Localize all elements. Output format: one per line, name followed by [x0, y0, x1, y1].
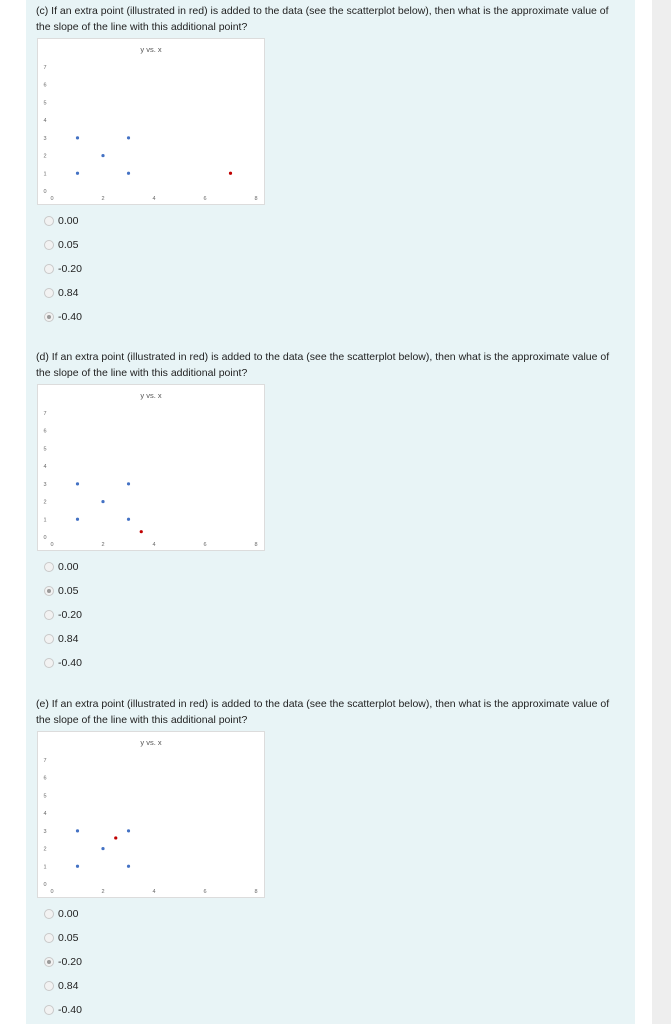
- scatterplot-e-svg: [38, 732, 264, 897]
- radio-icon[interactable]: [44, 240, 54, 250]
- options-e: [44, 902, 244, 1022]
- radio-icon[interactable]: [44, 610, 54, 620]
- options-c: [44, 209, 244, 329]
- scatterplot-d-svg: [38, 385, 264, 550]
- question-c-text: (c) If an extra point (illustrated in red) is added to the data (see the scatterplot below), then what is the approximate value of the slope of the line with this additional point?: [36, 5, 609, 33]
- option-label: 0.00: [58, 561, 79, 573]
- scatterplot-c: [37, 38, 265, 205]
- option-label: 0.05: [58, 585, 79, 597]
- option-d-1[interactable]: [44, 579, 244, 603]
- data-point: [76, 865, 79, 868]
- option-label: -0.20: [58, 609, 82, 621]
- option-e-4[interactable]: [44, 998, 244, 1022]
- option-c-0[interactable]: [44, 209, 244, 233]
- chart-title: y vs. x: [140, 45, 162, 54]
- option-label: 0.84: [58, 633, 79, 645]
- radio-icon[interactable]: [44, 957, 54, 967]
- radio-icon[interactable]: [44, 288, 54, 298]
- x-tick-label: 2: [101, 542, 105, 548]
- option-label: -0.20: [58, 956, 82, 968]
- x-tick-label: 0: [50, 196, 54, 202]
- y-tick-label: 3: [43, 481, 47, 488]
- x-tick-label: 4: [152, 542, 156, 548]
- y-tick-label: 6: [43, 82, 47, 89]
- question-d: [36, 349, 616, 669]
- data-point: [127, 482, 130, 485]
- y-tick-label: 4: [43, 464, 47, 471]
- option-c-1[interactable]: [44, 233, 244, 257]
- option-label: -0.40: [58, 1004, 82, 1016]
- question-c: [36, 3, 616, 323]
- y-tick-label: 5: [43, 446, 47, 453]
- y-tick-label: 0: [43, 189, 47, 195]
- x-tick-label: 6: [203, 196, 207, 202]
- data-point: [76, 518, 79, 521]
- options-d: [44, 555, 244, 675]
- y-tick-label: 6: [43, 775, 47, 782]
- data-point: [101, 500, 104, 503]
- data-point: [76, 829, 79, 832]
- scatterplot-d: [37, 384, 265, 551]
- y-tick-label: 7: [43, 411, 47, 417]
- option-e-2[interactable]: [44, 950, 244, 974]
- option-c-2[interactable]: [44, 257, 244, 281]
- x-tick-label: 0: [50, 889, 54, 895]
- scatterplot-c-svg: [38, 39, 264, 204]
- option-e-1[interactable]: [44, 926, 244, 950]
- y-tick-label: 5: [43, 793, 47, 800]
- radio-icon[interactable]: [44, 981, 54, 991]
- option-label: 0.05: [58, 932, 79, 944]
- scatterplot-e: [37, 731, 265, 898]
- x-tick-label: 8: [254, 542, 258, 548]
- radio-icon[interactable]: [44, 562, 54, 572]
- y-tick-label: 4: [43, 811, 47, 818]
- y-tick-label: 4: [43, 118, 47, 125]
- y-tick-label: 5: [43, 100, 47, 107]
- question-d-text: (d) If an extra point (illustrated in red) is added to the data (see the scatterplot below), then what is the approximate value of the slope of the line with this additional point?: [36, 351, 610, 379]
- data-point: [127, 829, 130, 832]
- data-point: [101, 847, 104, 850]
- x-tick-label: 4: [152, 196, 156, 202]
- radio-icon[interactable]: [44, 216, 54, 226]
- x-tick-label: 6: [203, 889, 207, 895]
- option-e-0[interactable]: [44, 902, 244, 926]
- y-tick-label: 1: [43, 517, 47, 524]
- option-d-3[interactable]: [44, 627, 244, 651]
- radio-icon[interactable]: [44, 909, 54, 919]
- red-data-point: [114, 836, 117, 839]
- data-point: [76, 172, 79, 175]
- y-tick-label: 3: [43, 135, 47, 142]
- data-point: [127, 172, 130, 175]
- y-tick-label: 0: [43, 535, 47, 541]
- y-tick-label: 1: [43, 864, 47, 871]
- option-d-2[interactable]: [44, 603, 244, 627]
- radio-icon[interactable]: [44, 634, 54, 644]
- option-label: 0.00: [58, 215, 79, 227]
- data-point: [101, 154, 104, 157]
- x-tick-label: 8: [254, 889, 258, 895]
- y-tick-label: 2: [43, 153, 47, 160]
- option-d-0[interactable]: [44, 555, 244, 579]
- y-tick-label: 7: [43, 758, 47, 764]
- radio-icon[interactable]: [44, 264, 54, 274]
- option-label: -0.20: [58, 263, 82, 275]
- data-point: [76, 482, 79, 485]
- radio-icon[interactable]: [44, 933, 54, 943]
- x-tick-label: 6: [203, 542, 207, 548]
- option-label: -0.40: [58, 311, 82, 323]
- y-tick-label: 6: [43, 428, 47, 435]
- x-tick-label: 0: [50, 542, 54, 548]
- y-tick-label: 7: [43, 65, 47, 71]
- option-e-3[interactable]: [44, 974, 244, 998]
- x-tick-label: 8: [254, 196, 258, 202]
- chart-title: y vs. x: [140, 391, 162, 400]
- radio-icon[interactable]: [44, 1005, 54, 1015]
- red-data-point: [229, 172, 232, 175]
- y-tick-label: 0: [43, 882, 47, 888]
- data-point: [127, 136, 130, 139]
- data-point: [127, 518, 130, 521]
- option-label: 0.84: [58, 980, 79, 992]
- data-point: [127, 865, 130, 868]
- y-tick-label: 2: [43, 846, 47, 853]
- option-label: 0.05: [58, 239, 79, 251]
- radio-icon[interactable]: [44, 312, 54, 322]
- radio-icon[interactable]: [44, 658, 54, 668]
- y-tick-label: 1: [43, 171, 47, 178]
- y-tick-label: 3: [43, 828, 47, 835]
- x-tick-label: 2: [101, 196, 105, 202]
- option-label: -0.40: [58, 657, 82, 669]
- radio-icon[interactable]: [44, 586, 54, 596]
- question-e-text: (e) If an extra point (illustrated in red) is added to the data (see the scatterplot below), then what is the approximate value of the slope of the line with this additional point?: [36, 698, 610, 726]
- question-e: [36, 696, 616, 1016]
- chart-title: y vs. x: [140, 738, 162, 747]
- option-label: 0.00: [58, 908, 79, 920]
- x-tick-label: 2: [101, 889, 105, 895]
- red-data-point: [140, 530, 143, 533]
- x-tick-label: 4: [152, 889, 156, 895]
- option-d-4[interactable]: [44, 651, 244, 675]
- y-tick-label: 2: [43, 499, 47, 506]
- data-point: [76, 136, 79, 139]
- option-c-4[interactable]: [44, 305, 244, 329]
- option-label: 0.84: [58, 287, 79, 299]
- option-c-3[interactable]: [44, 281, 244, 305]
- scrollbar-track[interactable]: [652, 0, 671, 1024]
